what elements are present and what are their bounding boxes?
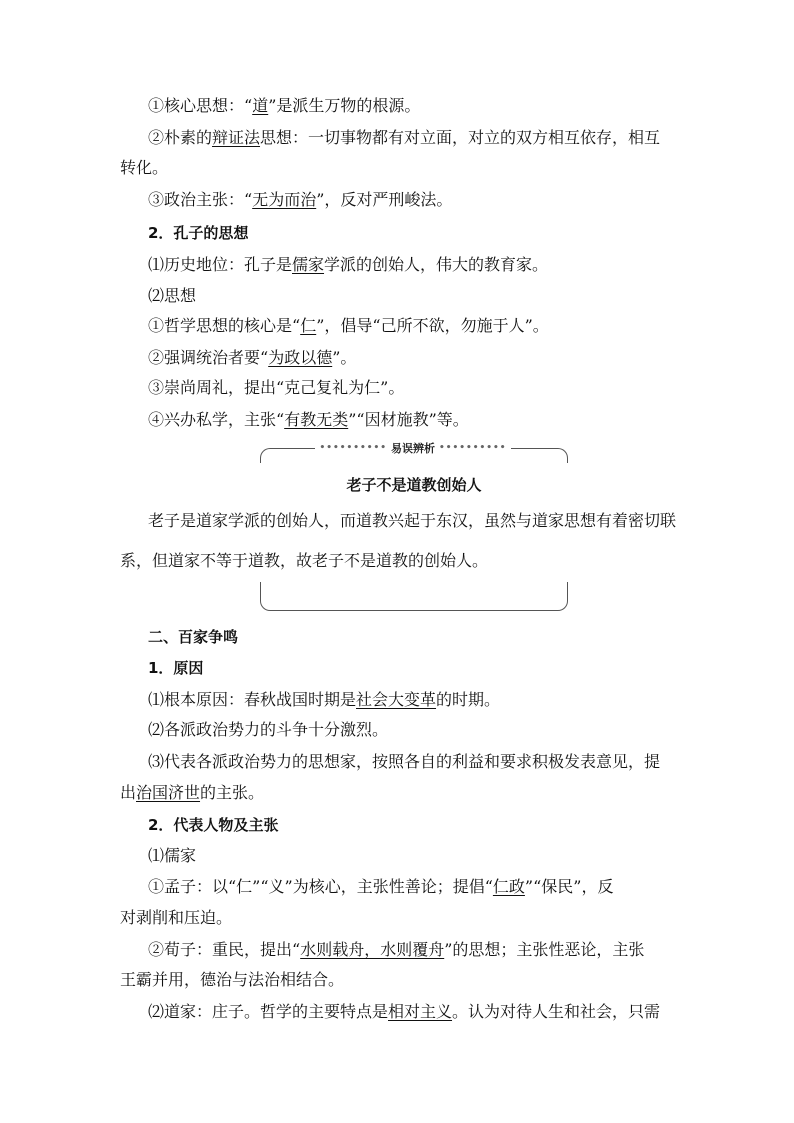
confucius-philosophy: ①哲学思想的核心是“仁”，倡导“己所不欲，勿施于人”。 [148,316,549,335]
xunzi-line: ②荀子：重民，提出“水则载舟，水则覆舟”的思想；主张性恶论，主张 [148,940,645,959]
root-cause: ⑴根本原因：春秋战国时期是社会大变革的时期。 [148,690,501,709]
causes-heading: 1．原因 [148,659,204,677]
confucius-thought-label: ⑵思想 [148,286,197,305]
confucius-virtue-rule: ②强调统治者要“为政以德”。 [148,348,357,367]
confucius-status: ⑴历史地位：孔子是儒家学派的创始人，伟大的教育家。 [148,255,549,274]
confucius-education: ④兴办私学，主张“有教无类”“因材施教”等。 [148,410,469,429]
confucius-heading: 2．孔子的思想 [148,224,249,242]
laozi-dialectics: ②朴素的辩证法思想：一切事物都有对立面，对立的双方相互依存，相互 [148,128,661,147]
laozi-core-thought: ①核心思想：“道”是派生万物的根源。 [148,96,421,115]
callout-frame-bottom [260,582,568,611]
representatives-heading: 2．代表人物及主张 [148,816,279,834]
confucius-zhou-rites: ③崇尚周礼，提出“克己复礼为仁”。 [148,378,405,397]
political-struggle: ⑵各派政治势力的斗争十分激烈。 [148,720,389,739]
mencius-line-cont: 对剥削和压迫。 [120,908,233,927]
xunzi-line-cont: 王霸并用，德治与法治相结合。 [120,970,345,989]
daoism-zhuangzi: ⑵道家：庄子。哲学的主要特点是相对主义。认为对待人生和社会，只需 [148,1002,661,1021]
dots-decoration: •••••••••• [319,443,387,453]
callout-body-line-1: 老子是道家学派的创始人，而道教兴起于东汉，虽然与道家思想有着密切联 [148,511,677,530]
thinkers-opinions-cont: 出治国济世的主张。 [120,783,265,802]
dots-decoration: •••••••••• [439,443,507,453]
laozi-dialectics-cont: 转化。 [120,158,169,177]
callout-tag: •••••••••• 易误辨析 •••••••••• [268,439,558,457]
confucianism-label: ⑴儒家 [148,846,197,865]
thinkers-opinions: ⑶代表各派政治势力的思想家，按照各自的利益和要求积极发表意见，提 [148,752,661,771]
callout-body-line-2: 系，但道家不等于道教，故老子不是道教的创始人。 [120,551,489,570]
hundred-schools-heading: 二、百家争鸣 [148,628,239,646]
callout-title: 老子不是道教创始人 [346,476,482,494]
laozi-politics: ③政治主张：“无为而治”，反对严刑峻法。 [148,190,453,209]
mencius-line: ①孟子：以“仁”“义”为核心，主张性善论；提倡“仁政”“保民”，反 [148,877,614,896]
